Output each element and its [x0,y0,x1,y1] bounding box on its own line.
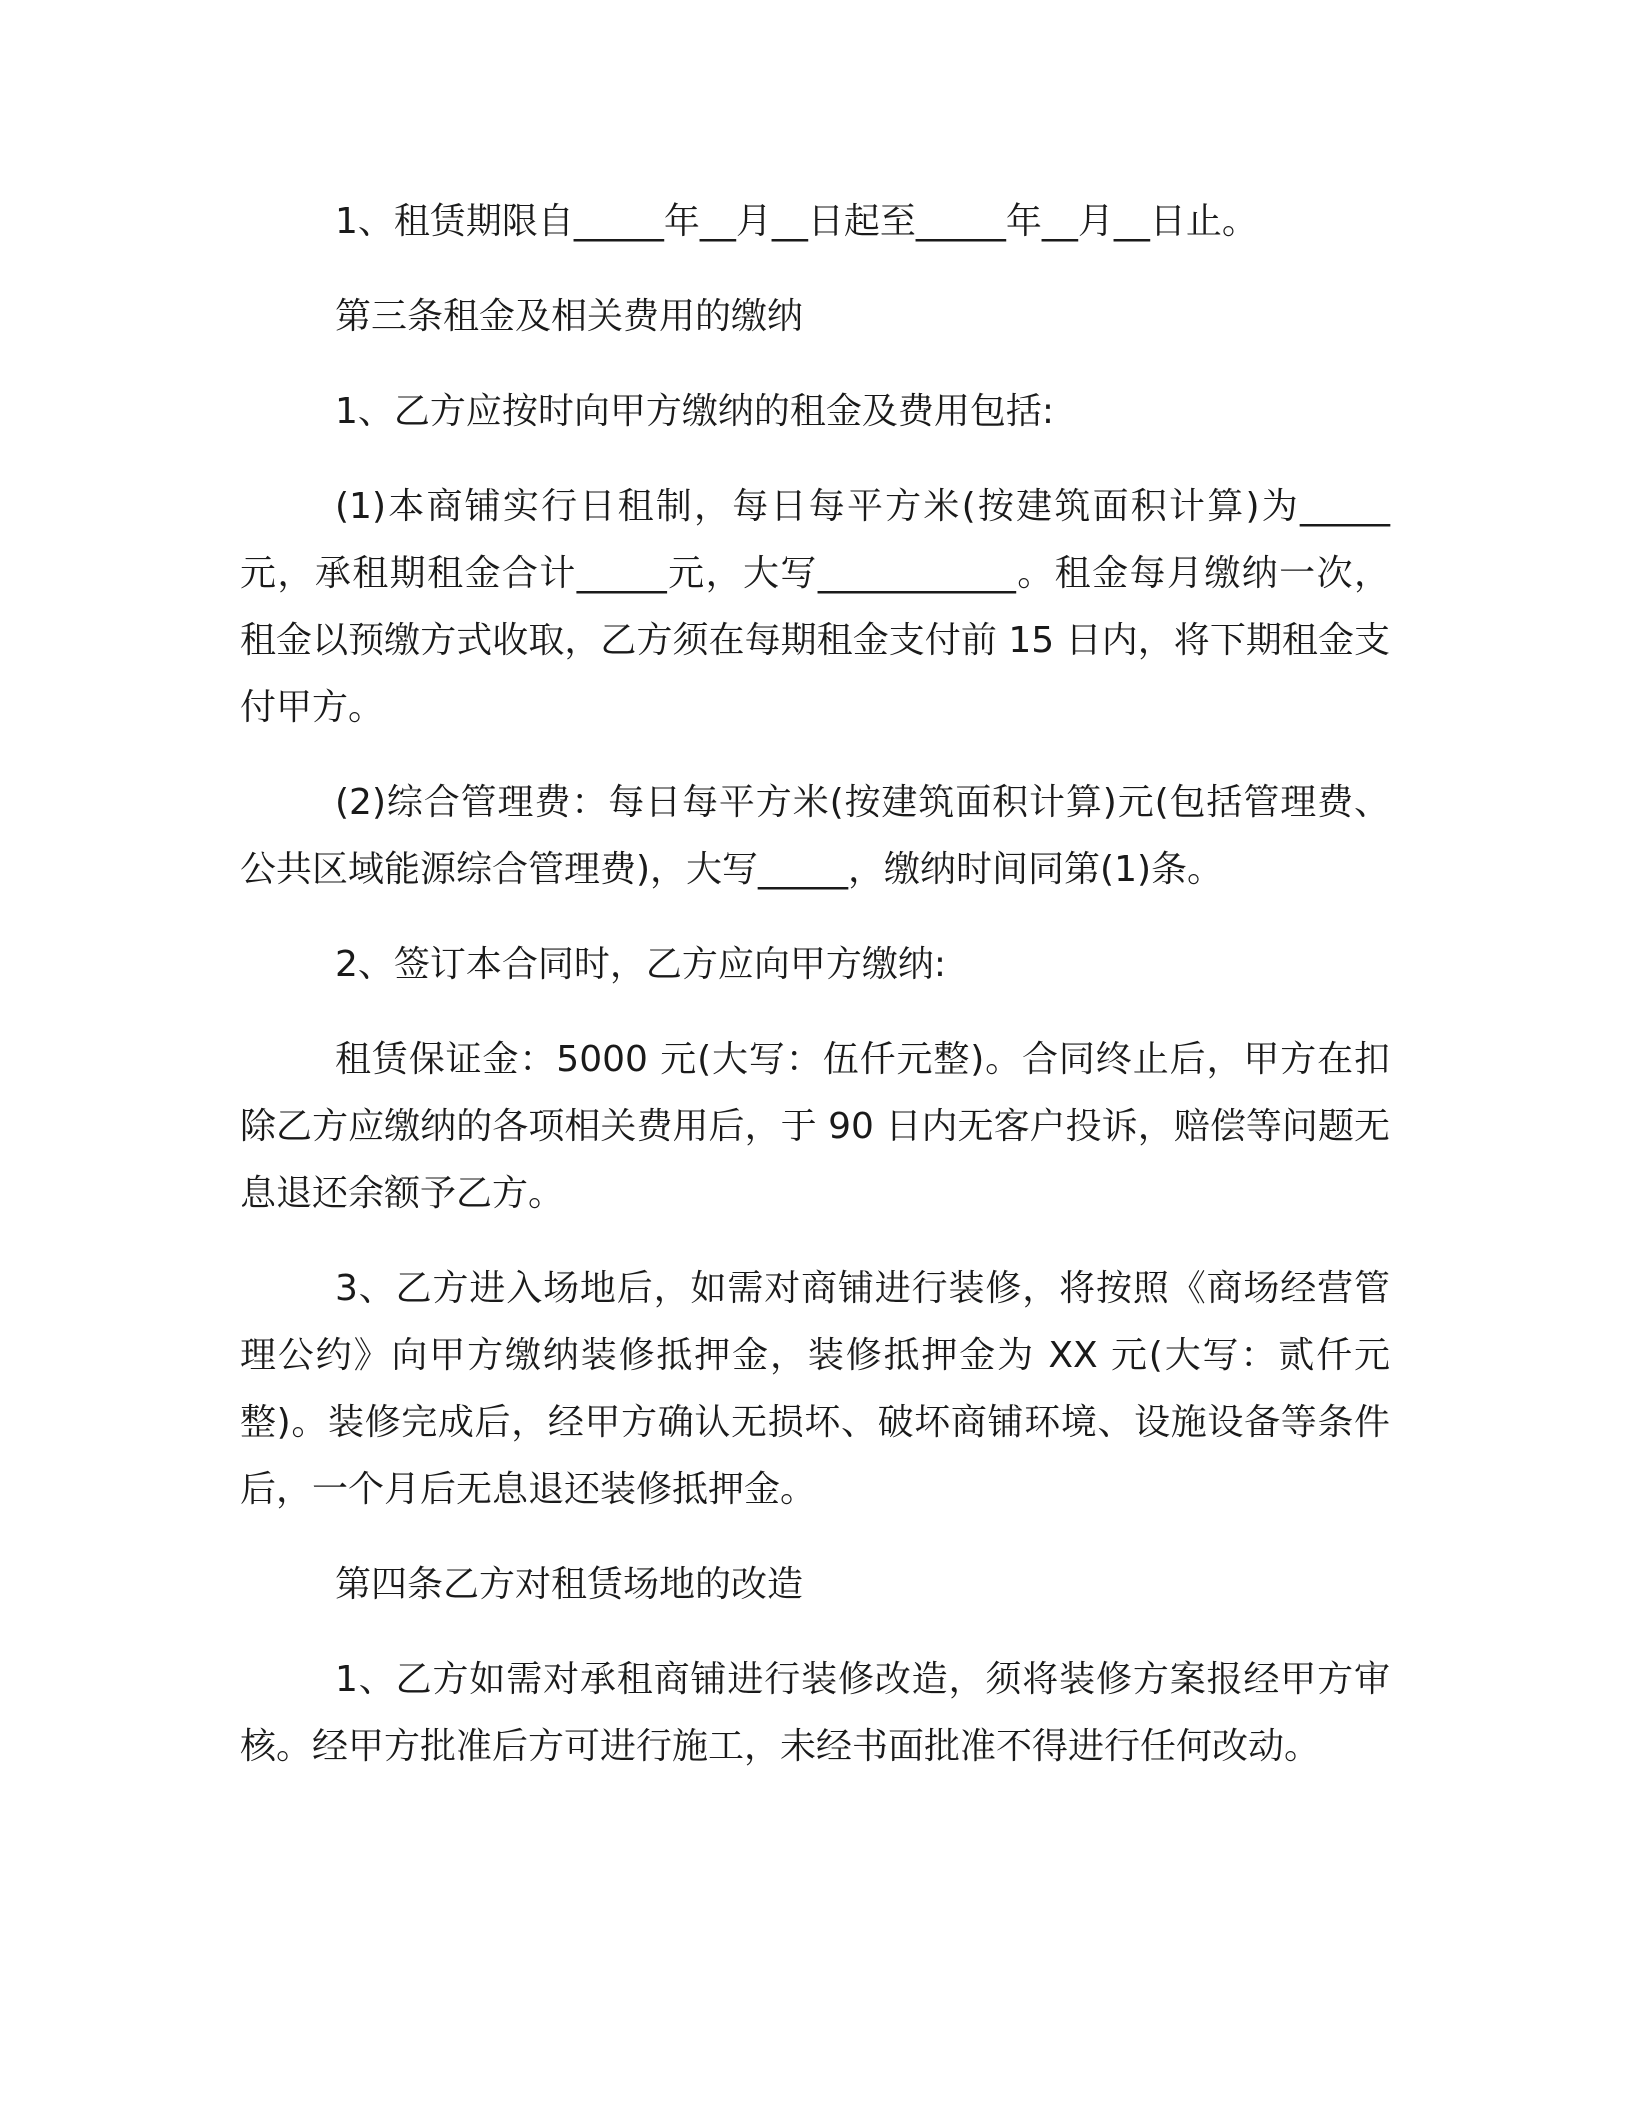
paragraph-security-deposit: 租赁保证金：5000 元(大写：伍仟元整)。合同终止后，甲方在扣除乙方应缴纳的各项相关费用后，于 90 日内无客户投诉，赔偿等问题无息退还余额予乙方。 [240,1039,1390,1214]
paragraph-daily-rent: (1)本商铺实行日租制，每日每平方米(按建筑面积计算)为_____元，承租期租金合计_____元，大写___________。租金每月缴纳一次，租金以预缴方式收取，乙方须在每期租金支付前 15 日内，将下期租金支付甲方。 [240,486,1390,728]
paragraph-fees-intro: 1、乙方应按时向甲方缴纳的租金及费用包括: [335,391,1055,432]
document-body [240,188,1390,1808]
paragraph-renovation-approval: 1、乙方如需对承租商铺进行装修改造，须将装修方案报经甲方审核。经甲方批准后方可进行施工，未经书面批准不得进行任何改动。 [240,1659,1390,1767]
paragraph-signing-payment: 2、签订本合同时，乙方应向甲方缴纳: [335,944,947,985]
paragraph-renovation-deposit: 3、乙方进入场地后，如需对商铺进行装修，将按照《商场经营管理公约》向甲方缴纳装修抵押金，装修抵押金为 XX 元(大写：贰仟元整)。装修完成后，经甲方确认无损坏、破坏商铺环境、设施设备等条件后，一个月后无息退还装修抵押金。 [240,1268,1390,1510]
heading-article-3: 第三条租金及相关费用的缴纳 [335,296,804,337]
paragraph-management-fee: (2)综合管理费：每日每平方米(按建筑面积计算)元(包括管理费、公共区域能源综合管理费)，大写_____，缴纳时间同第(1)条。 [240,782,1390,890]
paragraph-lease-term: 1、租赁期限自_____年__月__日起至_____年__月__日止。 [335,201,1258,242]
heading-article-4: 第四条乙方对租赁场地的改造 [335,1564,804,1605]
